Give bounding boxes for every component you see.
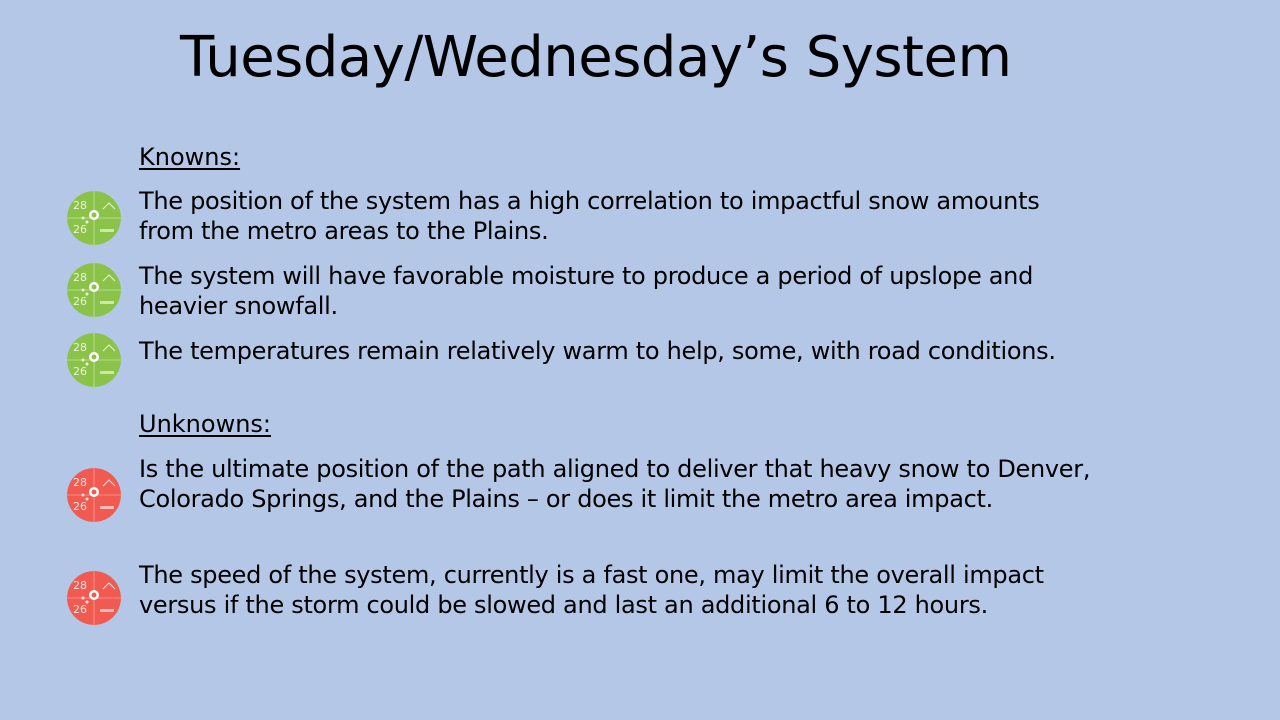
weather-dial-icon-red xyxy=(67,571,121,625)
weather-dial-icon-red xyxy=(67,468,121,522)
weather-dial-icon-green xyxy=(67,263,121,317)
known-item-3: The temperatures remain relatively warm to help, some, with road conditions. xyxy=(139,337,1056,365)
badge-number-top: 28 xyxy=(73,199,87,212)
slide-title: Tuesday/Wednesday’s System xyxy=(180,25,1012,90)
known-item-1: The position of the system has a high correlation to impactful snow amounts from the metro areas to the Plains. xyxy=(139,187,1040,245)
badge-number-top: 28 xyxy=(73,271,87,284)
badge-number-bottom: 26 xyxy=(73,295,87,308)
badge-number-top: 28 xyxy=(73,579,87,592)
badge-number-top: 28 xyxy=(73,476,87,489)
badge-number-bottom: 26 xyxy=(73,365,87,378)
badge-number-bottom: 26 xyxy=(73,223,87,236)
badge-number-bottom: 26 xyxy=(73,500,87,513)
unknowns-heading: Unknowns: xyxy=(139,410,271,438)
knowns-heading: Knowns: xyxy=(139,143,241,171)
badge-number-bottom: 26 xyxy=(73,603,87,616)
unknown-item-1: Is the ultimate position of the path aligned to deliver that heavy snow to Denver, Colorado Springs, and the Plains – or does it limit the metro area impact. xyxy=(139,455,1091,513)
known-item-2: The system will have favorable moisture to produce a period of upslope and heavier snowfall. xyxy=(139,262,1034,320)
weather-dial-icon-green xyxy=(67,333,121,387)
badge-number-top: 28 xyxy=(73,341,87,354)
unknown-item-2: The speed of the system, currently is a fast one, may limit the overall impact versus if the storm could be slowed and last an additional 6 to 12 hours. xyxy=(139,561,1044,619)
weather-dial-icon-green xyxy=(67,191,121,245)
